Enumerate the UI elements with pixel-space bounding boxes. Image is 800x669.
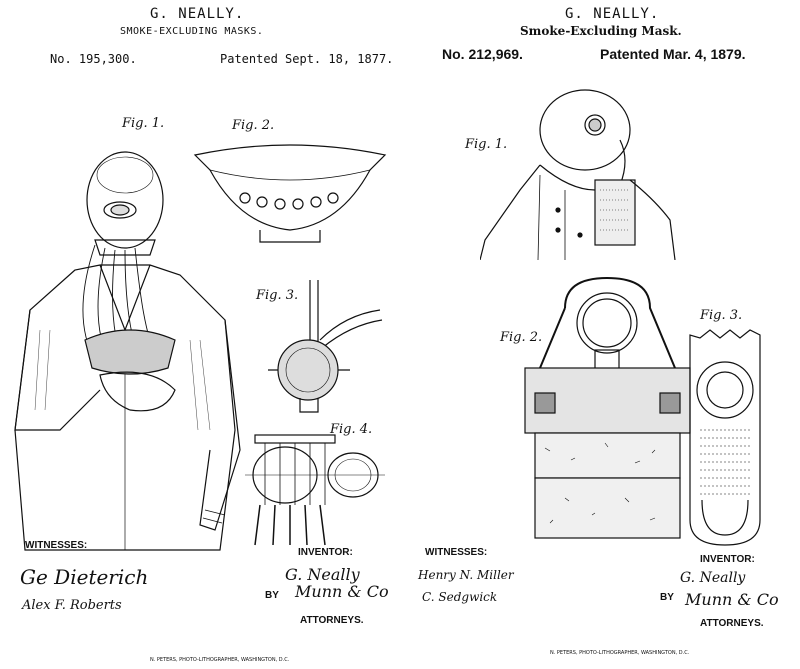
inventor-signature: G. Neally	[285, 565, 360, 584]
figure-3-drawing	[260, 270, 390, 420]
witness-2-signature: Alex F. Roberts	[22, 598, 122, 613]
attorneys-label: ATTORNEYS.	[300, 615, 364, 626]
witness-1-signature: Henry N. Miller	[418, 568, 514, 582]
inventor-signature: G. Neally	[680, 570, 746, 586]
by-label: BY	[265, 590, 279, 601]
fig-3-label: Fig. 3.	[700, 308, 743, 323]
printer-credit: N. PETERS, PHOTO-LITHOGRAPHER, WASHINGTON, D.C.	[550, 650, 690, 656]
inventor-label: INVENTOR:	[298, 547, 353, 558]
patent-date: Patented Mar. 4, 1879.	[600, 46, 746, 62]
inventor-name: G. NEALLY.	[150, 6, 245, 22]
patent-number: No. 212,969.	[442, 46, 523, 62]
attorney-signature: Munn & Co	[295, 582, 389, 601]
fig-2-label: Fig. 2.	[232, 118, 275, 133]
patent-sheet-1879	[400, 0, 800, 669]
inventor-label: INVENTOR:	[700, 554, 755, 565]
figure-2-drawing	[515, 268, 705, 548]
attorney-signature: Munn & Co	[685, 590, 779, 609]
patent-title: SMOKE-EXCLUDING MASKS.	[120, 26, 264, 37]
patent-title: Smoke-Excluding Mask.	[520, 24, 682, 38]
witness-1-signature: Ge Dieterich	[20, 565, 149, 589]
attorneys-label: ATTORNEYS.	[700, 618, 764, 629]
fig-1-label: Fig. 1.	[465, 137, 508, 152]
fig-4-label: Fig. 4.	[330, 422, 373, 437]
fig-3-label: Fig. 3.	[256, 288, 299, 303]
figure-3-drawing	[680, 320, 780, 550]
figure-1-drawing	[480, 80, 680, 260]
witnesses-label: WITNESSES:	[425, 547, 488, 558]
fig-2-label: Fig. 2.	[500, 330, 543, 345]
patent-date: Patented Sept. 18, 1877.	[220, 52, 394, 66]
figure-4-drawing	[245, 430, 395, 555]
printer-credit: N. PETERS, PHOTO-LITHOGRAPHER, WASHINGTON, D.C.	[150, 657, 290, 663]
inventor-name: G. NEALLY.	[565, 6, 660, 22]
witness-2-signature: C. Sedgwick	[422, 590, 498, 604]
patent-number: No. 195,300.	[50, 52, 137, 66]
fig-1-label: Fig. 1.	[122, 116, 165, 131]
figure-2-drawing	[190, 130, 390, 260]
witnesses-label: WITNESSES:	[25, 540, 88, 551]
by-label: BY	[660, 592, 674, 603]
